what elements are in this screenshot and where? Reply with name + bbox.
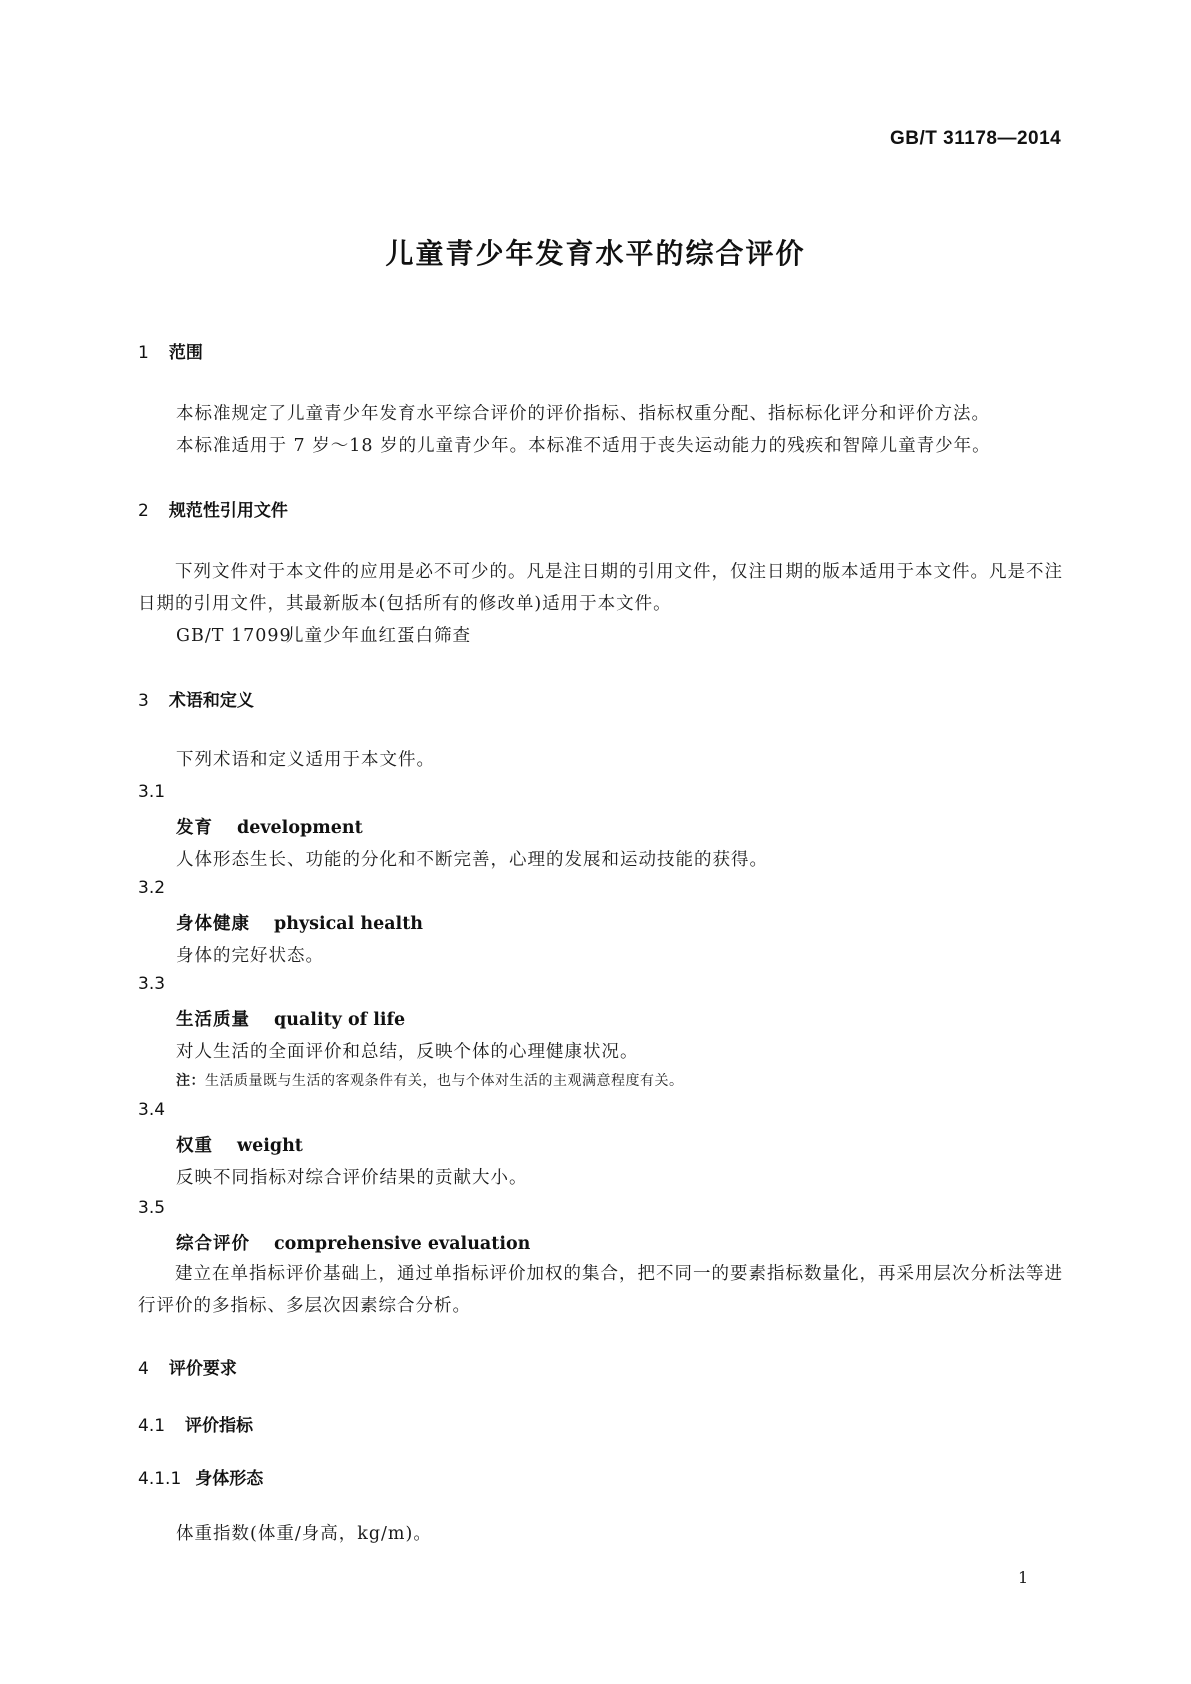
- term-en: physical health: [274, 914, 424, 934]
- section-number: 4: [138, 1359, 149, 1379]
- section-4-heading: [138, 1354, 237, 1379]
- term-en: quality of life: [274, 1010, 406, 1030]
- term-number: 3.1: [138, 782, 166, 802]
- term-zh: 身体健康: [176, 914, 250, 934]
- term-title: [176, 1132, 303, 1157]
- term-definition: 身体的完好状态。: [176, 946, 324, 966]
- term-number: 3.2: [138, 878, 166, 898]
- section-title: 评价要求: [168, 1359, 237, 1379]
- term-number: 3.4: [138, 1100, 166, 1120]
- term-en: weight: [237, 1136, 303, 1156]
- scope-paragraph-1: 本标准规定了儿童青少年发育水平综合评价的评价指标、指标权重分配、指标标化评分和评价方法。: [176, 404, 990, 424]
- term-zh: 生活质量: [176, 1010, 250, 1030]
- term-definition: 人体形态生长、功能的分化和不断完善，心理的发展和运动技能的获得。: [176, 850, 768, 870]
- subsection-title: 身体形态: [195, 1469, 264, 1489]
- term-number: 3.3: [138, 974, 166, 994]
- term-number: 3.5: [138, 1198, 166, 1218]
- term-definition: 建立在单指标评价基础上，通过单指标评价加权的集合，把不同一的要素指标数量化，再采用层次分析法等进行评价的多指标、多层次因素综合分析。: [138, 1264, 1063, 1316]
- scope-paragraph-2: 本标准适用于 7 岁～18 岁的儿童青少年。本标准不适用于丧失运动能力的残疾和智障儿童青少年。: [176, 436, 991, 456]
- normative-references-paragraph: 下列文件对于本文件的应用是必不可少的。凡是注日期的引用文件，仅注日期的版本适用于本文件。凡是不注日期的引用文件，其最新版本(包括所有的修改单)适用于本文件。: [138, 562, 1063, 614]
- terms-intro: 下列术语和定义适用于本文件。: [176, 750, 435, 770]
- section-number: 1: [138, 343, 149, 363]
- section-number: 2: [138, 501, 149, 521]
- body-shape-indicator: 体重指数(体重/身高，kg/m)。: [176, 1524, 432, 1544]
- reference-code: GB/T 17099: [176, 626, 292, 646]
- term-title: [176, 1230, 530, 1255]
- section-number: 3: [138, 691, 149, 711]
- section-title: 规范性引用文件: [168, 501, 288, 521]
- document-title: 儿童青少年发育水平的综合评价: [385, 237, 806, 270]
- section-3-heading: [138, 686, 254, 711]
- term-en: comprehensive evaluation: [274, 1234, 531, 1254]
- reference-entry: [176, 622, 471, 647]
- term-definition: 对人生活的全面评价和总结，反映个体的心理健康状况。: [176, 1042, 639, 1062]
- section-1-heading: [138, 338, 203, 363]
- standard-number: GB/T 31178—2014: [890, 128, 1062, 149]
- term-title: [176, 910, 423, 935]
- subsection-4-1-1-heading: [138, 1464, 263, 1489]
- page-number: 1: [1018, 1568, 1029, 1587]
- term-zh: 权重: [176, 1136, 213, 1156]
- section-title: 范围: [168, 343, 203, 363]
- term-title: [176, 814, 363, 839]
- section-title: 术语和定义: [168, 691, 254, 711]
- note-text: 生活质量既与生活的客观条件有关，也与个体对生活的主观满意程度有关。: [205, 1073, 684, 1089]
- note-label: 注：: [176, 1073, 205, 1089]
- term-zh: 发育: [176, 818, 213, 838]
- term-definition: 反映不同指标对综合评价结果的贡献大小。: [176, 1168, 528, 1188]
- term-zh: 综合评价: [176, 1234, 250, 1254]
- reference-title: 儿童少年血红蛋白筛查: [286, 626, 471, 646]
- subsection-number: 4.1: [138, 1416, 166, 1436]
- subsection-title: 评价指标: [185, 1416, 254, 1436]
- term-note: [176, 1070, 684, 1090]
- term-en: development: [237, 818, 363, 838]
- term-title: [176, 1006, 405, 1031]
- subsection-4-1-heading: [138, 1411, 253, 1436]
- subsection-number: 4.1.1: [138, 1469, 182, 1489]
- section-2-heading: [138, 496, 288, 521]
